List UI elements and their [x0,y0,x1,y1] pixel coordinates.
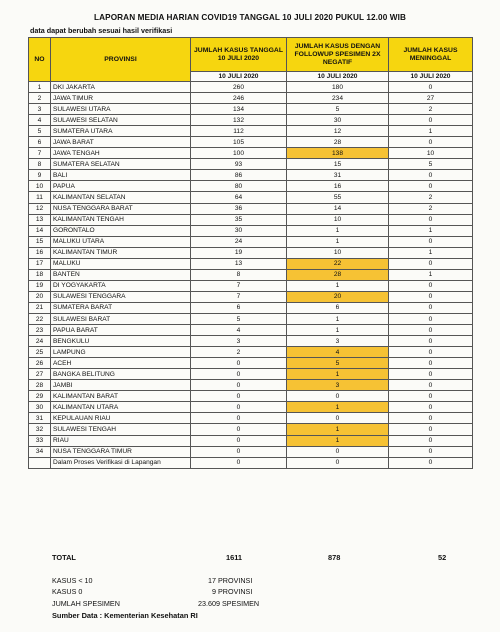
row-no: 28 [29,380,51,391]
row-followup: 5 [287,104,389,115]
row-meninggal: 0 [389,446,473,457]
row-no: 21 [29,302,51,313]
spesimen-label: JUMLAH SPESIMEN [52,599,120,608]
kasus-lt10-value: 17 PROVINSI [208,576,253,585]
row-kasus: 8 [191,269,287,280]
row-kasus: 260 [191,82,287,93]
row-followup: 20 [287,291,389,302]
row-kasus: 100 [191,148,287,159]
covid-table [28,37,473,469]
table-row [29,369,473,380]
row-followup: 55 [287,192,389,203]
row-no: 4 [29,115,51,126]
table-row [29,302,473,313]
row-no: 24 [29,336,51,347]
source-text: Sumber Data : Kementerian Kesehatan RI [52,611,198,620]
table-row [29,137,473,148]
kasus0-label: KASUS 0 [52,587,83,596]
date-label-kasus: 10 JULI 2020 [191,72,287,82]
table-row [29,358,473,369]
row-kasus: 246 [191,93,287,104]
row-no: 30 [29,402,51,413]
row-provinsi: BANGKA BELITUNG [51,369,191,380]
row-followup: 6 [287,302,389,313]
row-followup: 1 [287,369,389,380]
row-provinsi: KALIMANTAN BARAT [51,391,191,402]
table-row [29,236,473,247]
row-followup: 16 [287,181,389,192]
row-kasus: 86 [191,170,287,181]
row-meninggal: 27 [389,93,473,104]
row-no: 11 [29,192,51,203]
row-meninggal: 0 [389,413,473,424]
row-provinsi: BENGKULU [51,336,191,347]
table-header [29,38,473,82]
row-kasus: 64 [191,192,287,203]
summary-source [0,611,500,623]
row-kasus: 0 [191,457,287,468]
row-meninggal: 0 [389,291,473,302]
table-row [29,192,473,203]
row-followup: 1 [287,225,389,236]
row-followup: 1 [287,424,389,435]
row-no: 13 [29,214,51,225]
table-row [29,457,473,468]
row-followup: 180 [287,82,389,93]
date-label-followup: 10 JULI 2020 [287,72,389,82]
row-meninggal: 0 [389,82,473,93]
row-no: 23 [29,325,51,336]
row-kasus: 13 [191,258,287,269]
row-kasus: 105 [191,137,287,148]
row-followup: 1 [287,402,389,413]
spesimen-value: 23.609 SPESIMEN [198,599,260,608]
row-kasus: 112 [191,126,287,137]
table-row [29,325,473,336]
col-header-followup: JUMLAH KASUS DENGAN FOLLOWUP SPESIMEN 2X NEGATIF [287,38,389,72]
table-row [29,435,473,446]
table-row [29,446,473,457]
row-meninggal: 2 [389,104,473,115]
row-provinsi: JAWA TIMUR [51,93,191,104]
table-row [29,203,473,214]
row-meninggal: 1 [389,247,473,258]
row-meninggal: 0 [389,302,473,313]
row-no: 34 [29,446,51,457]
row-no: 20 [29,291,51,302]
row-meninggal: 0 [389,336,473,347]
row-provinsi: SUMATERA BARAT [51,302,191,313]
row-provinsi: ACEH [51,358,191,369]
row-kasus: 24 [191,236,287,247]
table-row [29,170,473,181]
row-no: 5 [29,126,51,137]
kasus-lt10-label: KASUS < 10 [52,576,93,585]
total-meninggal: 52 [438,553,447,562]
row-followup: 1 [287,236,389,247]
row-meninggal: 0 [389,258,473,269]
row-meninggal: 0 [389,391,473,402]
row-provinsi: JAWA BARAT [51,137,191,148]
row-followup: 0 [287,391,389,402]
col-header-no: NO [29,38,51,82]
row-meninggal: 0 [389,181,473,192]
row-provinsi: LAMPUNG [51,347,191,358]
row-no: 25 [29,347,51,358]
row-meninggal: 1 [389,225,473,236]
row-provinsi: KALIMANTAN UTARA [51,402,191,413]
row-followup: 0 [287,413,389,424]
table-row [29,225,473,236]
row-no: 18 [29,269,51,280]
row-no: 10 [29,181,51,192]
row-no: 8 [29,159,51,170]
row-meninggal: 0 [389,402,473,413]
table-row [29,380,473,391]
report-title: LAPORAN MEDIA HARIAN COVID19 TANGGAL 10 JULI 2020 PUKUL 12.00 WIB [94,13,406,22]
row-followup: 10 [287,214,389,225]
row-kasus: 3 [191,336,287,347]
row-meninggal: 1 [389,126,473,137]
row-no: 7 [29,148,51,159]
total-followup: 878 [328,553,341,562]
row-followup: 28 [287,137,389,148]
table-row [29,159,473,170]
row-no: 32 [29,424,51,435]
row-provinsi: SUMATERA SELATAN [51,159,191,170]
row-provinsi: JAWA TENGAH [51,148,191,159]
row-kasus: 2 [191,347,287,358]
table-row [29,82,473,93]
row-provinsi: KALIMANTAN TENGAH [51,214,191,225]
row-provinsi: SULAWESI UTARA [51,104,191,115]
table-row [29,104,473,115]
date-label-meninggal: 10 JULI 2020 [389,72,473,82]
row-provinsi: NUSA TENGGARA TIMUR [51,446,191,457]
table-row [29,313,473,324]
table-row [29,214,473,225]
row-provinsi: SUMATERA UTARA [51,126,191,137]
row-meninggal: 0 [389,380,473,391]
row-kasus: 0 [191,413,287,424]
row-followup: 1 [287,325,389,336]
row-no: 22 [29,313,51,324]
row-meninggal: 0 [389,137,473,148]
row-no: 33 [29,435,51,446]
row-kasus: 4 [191,325,287,336]
row-followup: 4 [287,347,389,358]
row-meninggal: 0 [389,313,473,324]
row-followup: 138 [287,148,389,159]
row-meninggal: 5 [389,159,473,170]
row-no [29,457,51,468]
row-provinsi: KALIMANTAN SELATAN [51,192,191,203]
row-kasus: 0 [191,391,287,402]
row-followup: 234 [287,93,389,104]
table-row [29,413,473,424]
row-kasus: 93 [191,159,287,170]
row-meninggal: 0 [389,369,473,380]
row-no: 27 [29,369,51,380]
row-no: 2 [29,93,51,104]
row-kasus: 30 [191,225,287,236]
row-followup: 1 [287,435,389,446]
row-followup: 0 [287,457,389,468]
row-meninggal: 0 [389,347,473,358]
row-provinsi: SULAWESI SELATAN [51,115,191,126]
summary-kasus0 [0,587,500,599]
row-kasus: 132 [191,115,287,126]
row-provinsi: RIAU [51,435,191,446]
row-kasus: 0 [191,435,287,446]
row-provinsi: PAPUA BARAT [51,325,191,336]
row-provinsi: DI YOGYAKARTA [51,280,191,291]
row-meninggal: 1 [389,269,473,280]
total-label: TOTAL [52,553,76,562]
row-kasus: 0 [191,424,287,435]
row-meninggal: 0 [389,236,473,247]
row-meninggal: 0 [389,280,473,291]
table-row [29,269,473,280]
row-provinsi: KALIMANTAN TIMUR [51,247,191,258]
kasus0-value: 9 PROVINSI [212,587,253,596]
table-row [29,126,473,137]
row-provinsi: SULAWESI TENGAH [51,424,191,435]
table-row [29,148,473,159]
row-provinsi: MALUKU UTARA [51,236,191,247]
row-provinsi: Dalam Proses Verifikasi di Lapangan [51,457,191,468]
row-no: 9 [29,170,51,181]
row-kasus: 7 [191,280,287,291]
row-no: 14 [29,225,51,236]
row-meninggal: 2 [389,192,473,203]
row-provinsi: SULAWESI BARAT [51,313,191,324]
table-row [29,247,473,258]
row-followup: 30 [287,115,389,126]
row-provinsi: KEPULAUAN RIAU [51,413,191,424]
row-followup: 10 [287,247,389,258]
row-kasus: 134 [191,104,287,115]
row-meninggal: 0 [389,457,473,468]
row-followup: 28 [287,269,389,280]
table-row [29,258,473,269]
row-no: 15 [29,236,51,247]
row-meninggal: 2 [389,203,473,214]
row-no: 12 [29,203,51,214]
row-no: 1 [29,82,51,93]
row-kasus: 0 [191,369,287,380]
report-subtitle: data dapat berubah sesuai hasil verifikasi [30,26,173,35]
row-no: 29 [29,391,51,402]
row-kasus: 35 [191,214,287,225]
row-followup: 1 [287,313,389,324]
row-followup: 1 [287,280,389,291]
table-row [29,181,473,192]
row-kasus: 80 [191,181,287,192]
table-row [29,336,473,347]
row-no: 17 [29,258,51,269]
total-row [0,553,500,565]
row-followup: 15 [287,159,389,170]
total-kasus: 1611 [226,553,243,562]
table-row [29,347,473,358]
row-meninggal: 0 [389,358,473,369]
row-provinsi: BALI [51,170,191,181]
row-kasus: 0 [191,402,287,413]
row-no: 26 [29,358,51,369]
table-row [29,93,473,104]
row-kasus: 6 [191,302,287,313]
row-meninggal: 0 [389,325,473,336]
row-provinsi: NUSA TENGGARA BARAT [51,203,191,214]
summary-spesimen [0,599,500,611]
row-provinsi: GORONTALO [51,225,191,236]
table-row [29,424,473,435]
row-followup: 14 [287,203,389,214]
col-header-kasus: JUMLAH KASUS TANGGAL 10 JULI 2020 [191,38,287,72]
row-followup: 0 [287,446,389,457]
row-provinsi: JAMBI [51,380,191,391]
row-kasus: 0 [191,380,287,391]
row-meninggal: 0 [389,170,473,181]
table-row [29,291,473,302]
row-meninggal: 0 [389,214,473,225]
row-kasus: 5 [191,313,287,324]
row-kasus: 36 [191,203,287,214]
table-row [29,391,473,402]
row-no: 6 [29,137,51,148]
row-followup: 22 [287,258,389,269]
row-provinsi: BANTEN [51,269,191,280]
row-kasus: 19 [191,247,287,258]
col-header-provinsi: PROVINSI [51,38,191,82]
table-row [29,115,473,126]
row-meninggal: 10 [389,148,473,159]
row-provinsi: SULAWESI TENGGARA [51,291,191,302]
row-kasus: 0 [191,446,287,457]
row-provinsi: MALUKU [51,258,191,269]
row-provinsi: DKI JAKARTA [51,82,191,93]
row-no: 3 [29,104,51,115]
row-no: 19 [29,280,51,291]
row-followup: 3 [287,380,389,391]
table-body [29,82,473,469]
row-followup: 5 [287,358,389,369]
row-meninggal: 0 [389,424,473,435]
table-row [29,280,473,291]
row-followup: 12 [287,126,389,137]
row-meninggal: 0 [389,115,473,126]
row-provinsi: PAPUA [51,181,191,192]
row-kasus: 7 [191,291,287,302]
row-followup: 31 [287,170,389,181]
row-no: 31 [29,413,51,424]
row-no: 16 [29,247,51,258]
col-header-meninggal: JUMLAH KASUS MENINGGAL [389,38,473,72]
table-row [29,402,473,413]
row-kasus: 0 [191,358,287,369]
row-followup: 3 [287,336,389,347]
row-meninggal: 0 [389,435,473,446]
